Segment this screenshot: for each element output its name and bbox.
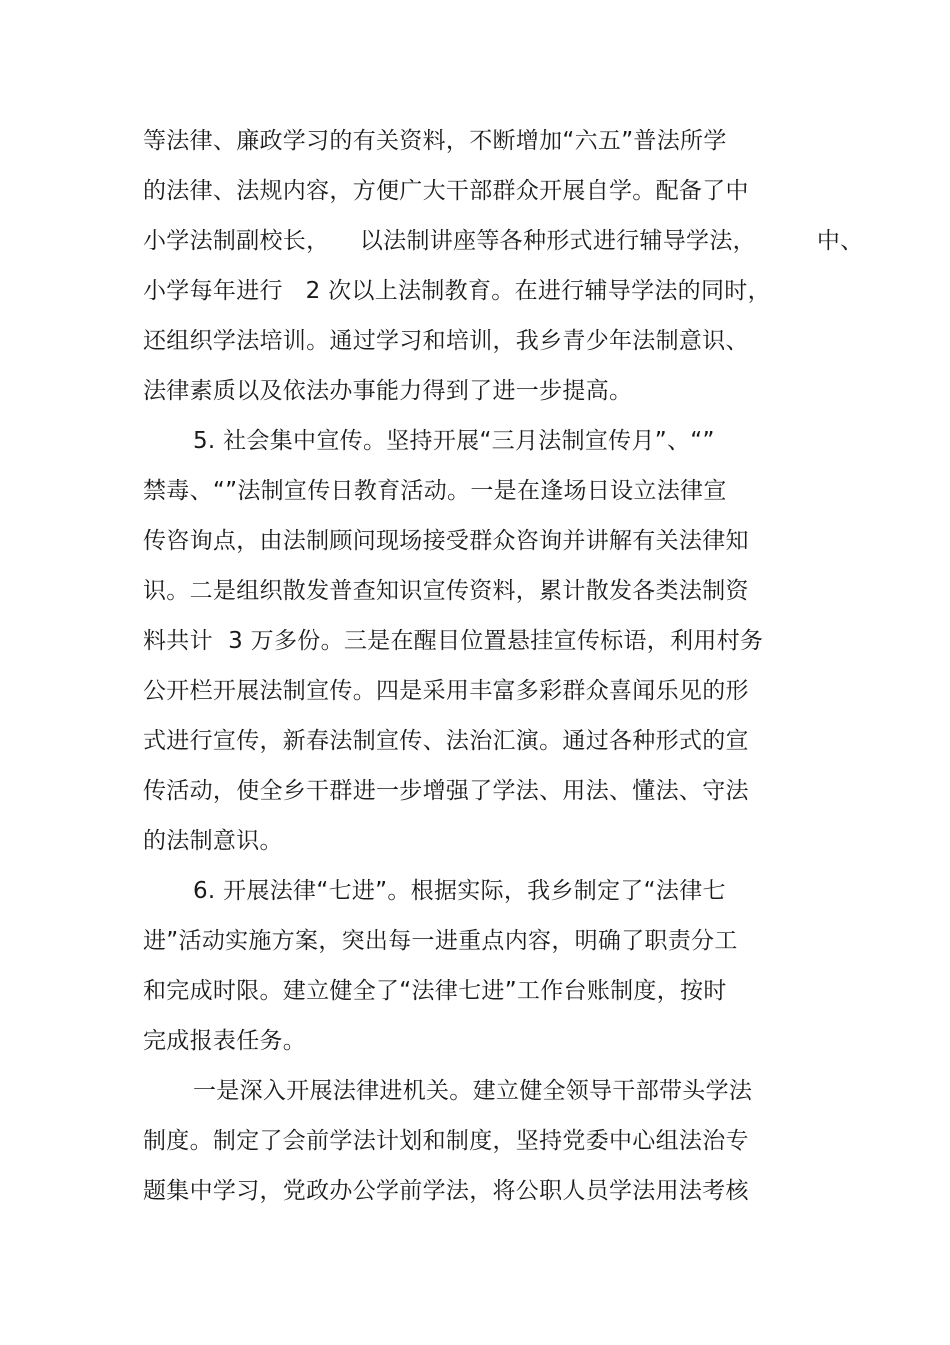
text-line: 进”活动实施方案，突出每一进重点内容，明确了职责分工 bbox=[143, 928, 738, 954]
text-line: 法律素质以及依法办事能力得到了进一步提高。 bbox=[143, 378, 633, 404]
text-line: 小学法制副校长， 以法制讲座等各种形式进行辅导学法， 中、 bbox=[143, 228, 864, 254]
text-line: 料共计 3 万多份。三是在醒目位置悬挂宣传标语，利用村务 bbox=[143, 628, 764, 654]
text-line: 等法律、廉政学习的有关资料，不断增加“六五”普法所学 bbox=[143, 128, 727, 154]
paragraph-start-line: 一是深入开展法律进机关。建立健全领导干部带头学法 bbox=[193, 1078, 753, 1104]
text-line: 的法制意识。 bbox=[143, 828, 283, 854]
paragraph-start-line: 6. 开展法律“七进”。根据实际，我乡制定了“法律七 bbox=[193, 878, 726, 904]
text-line: 还组织学法培训。通过学习和培训，我乡青少年法制意识、 bbox=[143, 328, 749, 354]
text-line: 传活动，使全乡干群进一步增强了学法、用法、懂法、守法 bbox=[143, 778, 749, 804]
text-line: 式进行宣传，新春法制宣传、法治汇演。通过各种形式的宣 bbox=[143, 728, 749, 754]
text-line: 的法律、法规内容，方便广大干部群众开展自学。配备了中 bbox=[143, 178, 749, 204]
text-line: 识。二是组织散发普查知识宣传资料，累计散发各类法制资 bbox=[143, 578, 749, 604]
text-line: 制度。制定了会前学法计划和制度，坚持党委中心组法治专 bbox=[143, 1128, 749, 1154]
text-line: 和完成时限。建立健全了“法律七进”工作台账制度，按时 bbox=[143, 978, 727, 1004]
text-line: 传咨询点，由法制顾问现场接受群众咨询并讲解有关法律知 bbox=[143, 528, 749, 554]
text-line: 完成报表任务。 bbox=[143, 1028, 307, 1054]
paragraph-start-line: 5. 社会集中宣传。坚持开展“三月法制宣传月”、“” bbox=[193, 428, 715, 454]
text-line: 公开栏开展法制宣传。四是采用丰富多彩群众喜闻乐见的形 bbox=[143, 678, 749, 704]
text-line: 小学每年进行 2 次以上法制教育。在进行辅导学法的同时， bbox=[143, 278, 771, 304]
text-line: 题集中学习，党政办公学前学法，将公职人员学法用法考核 bbox=[143, 1178, 749, 1204]
text-line: 禁毒、“”法制宣传日教育活动。一是在逢场日设立法律宣 bbox=[143, 478, 727, 504]
